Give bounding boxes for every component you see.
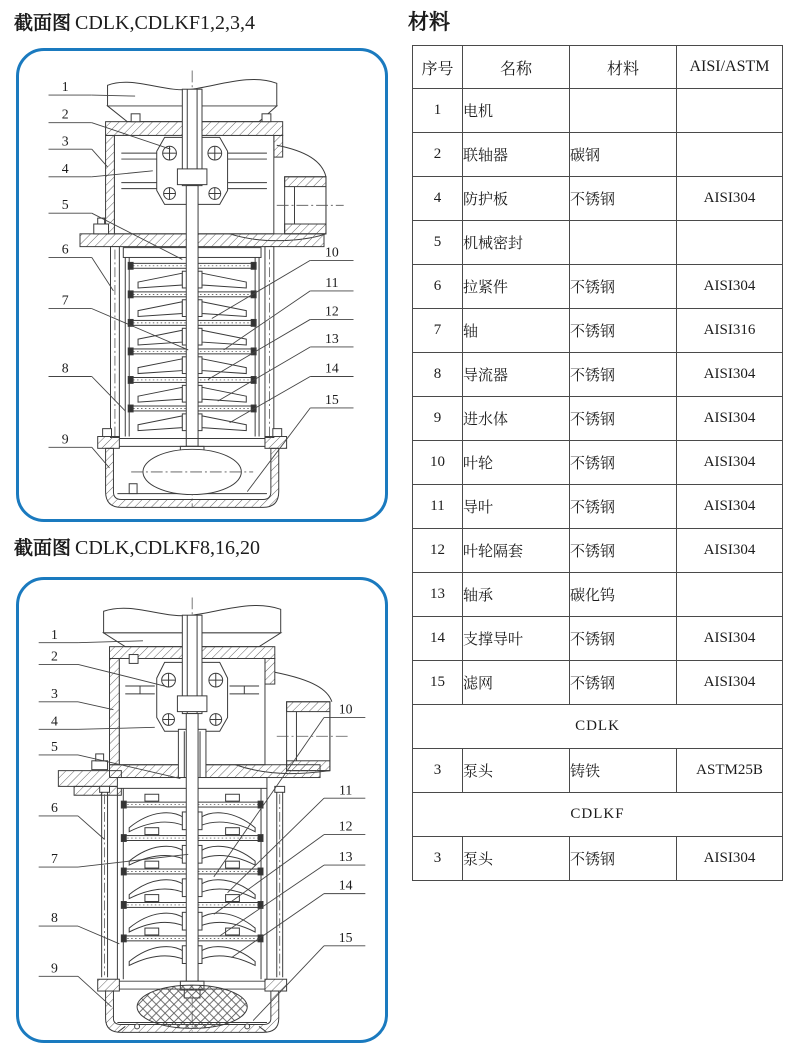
cell-seq: 8 (413, 353, 463, 397)
cell-aisi: AISI304 (677, 529, 783, 573)
cell-aisi: AISI316 (677, 309, 783, 353)
cell-seq: 3 (413, 749, 463, 793)
callout-15 (253, 930, 365, 1021)
cell-material: 碳化钨 (570, 573, 677, 617)
callout-number: 10 (338, 701, 353, 717)
cell-name: 导流器 (463, 353, 570, 397)
callout-number: 13 (324, 331, 339, 347)
callout-number: 4 (50, 713, 58, 729)
cell-seq: 6 (413, 265, 463, 309)
cell-aisi: AISI304 (677, 837, 783, 881)
pump-cross-section-1 (19, 51, 385, 519)
cell-aisi (677, 133, 783, 177)
cell-name: 叶轮隔套 (463, 529, 570, 573)
table-row (413, 837, 783, 881)
callout-3 (49, 133, 108, 167)
pump-shaft (186, 186, 198, 447)
callout-number: 15 (338, 929, 353, 945)
callout-number: 2 (50, 648, 58, 664)
cell-name: 支撑导叶 (463, 617, 570, 661)
cell-seq: 12 (413, 529, 463, 573)
section-title-2-code: CDLK,CDLKF8,16,20 (75, 537, 261, 559)
callout-6 (49, 242, 114, 291)
cell-seq: 3 (413, 837, 463, 881)
table-row (413, 133, 783, 177)
leader-line (78, 816, 105, 840)
cell-name: 拉紧件 (463, 265, 570, 309)
cell-name: 轴 (463, 309, 570, 353)
cell-aisi (677, 221, 783, 265)
cell-seq: 7 (413, 309, 463, 353)
materials-table-head (413, 46, 783, 89)
cell-material: 不锈钢 (570, 485, 677, 529)
callout-3 (39, 686, 114, 710)
callout-15 (247, 392, 353, 492)
cell-name: 泵头 (463, 749, 570, 793)
table-row (413, 617, 783, 661)
cell-name: 滤网 (463, 661, 570, 705)
callout-number: 14 (324, 360, 339, 376)
cell-name: 导叶 (463, 485, 570, 529)
cell-seq: 1 (413, 89, 463, 133)
leader-line (78, 854, 188, 867)
diagram-frame-2 (16, 577, 388, 1043)
cell-aisi: AISI304 (677, 177, 783, 221)
cell-name: 进水体 (463, 397, 570, 441)
table-row (413, 177, 783, 221)
pump-shaft (186, 714, 198, 986)
table-row (413, 485, 783, 529)
mounting-wing (58, 771, 121, 787)
cell-material: 不锈钢 (570, 661, 677, 705)
section-title-1 (14, 8, 255, 35)
cell-material: 不锈钢 (570, 397, 677, 441)
table-row (413, 529, 783, 573)
callout-number: 1 (50, 626, 58, 642)
callout-number: 5 (50, 738, 58, 754)
cell-material: 不锈钢 (570, 177, 677, 221)
callout-number: 3 (61, 133, 69, 149)
cell-aisi: AISI304 (677, 441, 783, 485)
table-row (413, 265, 783, 309)
base-flange (110, 765, 321, 778)
cell-seq: 11 (413, 485, 463, 529)
column-header: AISI/ASTM (677, 46, 783, 89)
stool-left-wall (106, 135, 115, 233)
callout-number: 1 (61, 79, 69, 95)
table-row (413, 309, 783, 353)
cell-material: 碳钢 (570, 133, 677, 177)
section-title-1-code: CDLK,CDLKF1,2,3,4 (75, 12, 256, 34)
callout-number: 13 (338, 849, 353, 865)
cell-seq: 2 (413, 133, 463, 177)
table-row (413, 573, 783, 617)
cell-material: 铸铁 (570, 749, 677, 793)
leader-line (218, 347, 310, 401)
callout-number: 8 (61, 360, 69, 376)
strainer-mesh (137, 985, 247, 1028)
cell-seq: 9 (413, 397, 463, 441)
base-flange (80, 234, 324, 247)
materials-table (412, 45, 783, 881)
cell-seq: 4 (413, 177, 463, 221)
cell-aisi: ASTM25B (677, 749, 783, 793)
table-group-row (413, 705, 783, 749)
callout-number: 6 (61, 241, 69, 257)
cell-material: 不锈钢 (570, 353, 677, 397)
table-row (413, 661, 783, 705)
column-header: 名称 (463, 46, 570, 89)
cell-material: 不锈钢 (570, 265, 677, 309)
volute-curve (275, 672, 332, 702)
cell-name: 机械密封 (463, 221, 570, 265)
cell-material: 不锈钢 (570, 617, 677, 661)
section-title-2 (14, 533, 260, 560)
diagram-frame-1 (16, 48, 388, 522)
materials-heading: 材料 (408, 11, 450, 34)
column-header: 材料 (570, 46, 677, 89)
cell-seq: 15 (413, 661, 463, 705)
callout-number: 9 (61, 431, 69, 447)
cell-aisi (677, 573, 783, 617)
callout-number: 12 (338, 818, 353, 834)
callout-number: 7 (61, 292, 69, 308)
table-header-row (413, 46, 783, 89)
callout-number: 11 (339, 782, 353, 798)
callout-number: 11 (325, 274, 339, 290)
column-header: 序号 (413, 46, 463, 89)
cell-name: 轴承 (463, 573, 570, 617)
callout-number: 12 (324, 303, 339, 319)
callout-number: 10 (324, 244, 339, 260)
group-label: CDLK (413, 705, 783, 749)
cell-material: 不锈钢 (570, 309, 677, 353)
cell-aisi: AISI304 (677, 397, 783, 441)
pump-cross-section-2 (19, 580, 385, 1040)
section-title-2-zh: 截面图 (14, 538, 72, 559)
stool-right-wall (265, 658, 275, 684)
callout-number: 15 (324, 392, 339, 408)
cell-aisi: AISI304 (677, 265, 783, 309)
cell-name: 叶轮 (463, 441, 570, 485)
callout-number: 8 (50, 910, 58, 926)
table-row (413, 441, 783, 485)
cell-seq: 5 (413, 221, 463, 265)
callout-number: 14 (338, 877, 353, 893)
callout-number: 4 (61, 160, 69, 176)
drawing-1 (80, 71, 344, 508)
leader-line (78, 926, 119, 944)
group-label: CDLKF (413, 793, 783, 837)
cell-name: 联轴器 (463, 133, 570, 177)
cell-aisi: AISI304 (677, 485, 783, 529)
cell-material: 不锈钢 (570, 837, 677, 881)
cell-aisi (677, 89, 783, 133)
leader-line (212, 260, 310, 318)
section-title-1-zh: 截面图 (14, 13, 72, 34)
table-row (413, 353, 783, 397)
cell-seq: 10 (413, 441, 463, 485)
callout-number: 2 (61, 106, 69, 122)
cell-material (570, 221, 677, 265)
cell-name: 泵头 (463, 837, 570, 881)
leader-line (78, 702, 113, 710)
cell-material: 不锈钢 (570, 441, 677, 485)
leader-line (253, 946, 324, 1021)
table-row (413, 89, 783, 133)
table-group-row (413, 793, 783, 837)
callout-number: 6 (50, 799, 58, 815)
cell-aisi: AISI304 (677, 353, 783, 397)
table-row (413, 221, 783, 265)
cell-aisi: AISI304 (677, 617, 783, 661)
cell-name: 防护板 (463, 177, 570, 221)
cell-material: 不锈钢 (570, 529, 677, 573)
cell-seq: 13 (413, 573, 463, 617)
table-row (413, 397, 783, 441)
cell-seq: 14 (413, 617, 463, 661)
materials-table-body (413, 89, 783, 881)
table-row (413, 749, 783, 793)
callout-6 (39, 800, 105, 840)
leader-line (92, 377, 125, 411)
volute-curve (277, 145, 326, 176)
callout-number: 3 (50, 685, 58, 701)
callout-number: 9 (50, 960, 58, 976)
cell-aisi: AISI304 (677, 661, 783, 705)
cell-name: 电机 (463, 89, 570, 133)
callout-number: 7 (50, 851, 58, 867)
cell-material (570, 89, 677, 133)
callout-number: 5 (61, 197, 69, 213)
